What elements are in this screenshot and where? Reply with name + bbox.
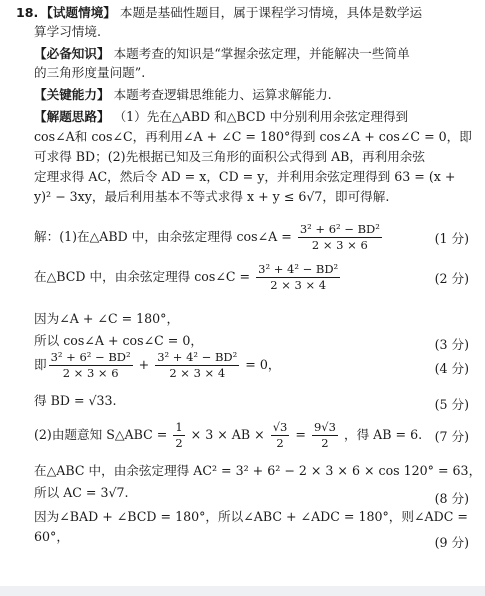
sol-11-score: (9 分) xyxy=(434,535,469,550)
sol-11-text: 60°， xyxy=(34,529,69,544)
idea-text-4: 定理求得 AC，然后令 AD = x，CD = y，并利用余弦定理得到 63 = (x + xyxy=(34,169,456,184)
situation-line-2 xyxy=(34,23,473,41)
sol-line-8 xyxy=(34,462,482,480)
idea-line-1 xyxy=(34,108,473,126)
situation-tag: 【试题情境】 xyxy=(40,5,116,20)
sol-5-den-2: 2 × 3 × 4 xyxy=(169,366,226,380)
sol-7-den-2: 2 xyxy=(276,436,284,450)
idea-line-4 xyxy=(34,168,473,186)
sol-5-score: (4 分) xyxy=(434,361,469,376)
idea-text-5: y)² − 3xy，最后利用基本不等式求得 x + y ≤ 6√7，即可得解. xyxy=(34,189,390,204)
sol-5-plus: + xyxy=(138,357,150,372)
situation-line-1 xyxy=(16,4,473,22)
idea-line-2 xyxy=(34,128,473,146)
sol-2-prefix: 在△BCD 中，由余弦定理得 cos∠C = xyxy=(34,269,251,284)
knowledge-line-2 xyxy=(34,64,473,82)
sol-8-text: 在△ABC 中，由余弦定理得 AC² = 3² + 6² − 2 × 3 × 6 × cos 120° = 63， xyxy=(34,463,482,478)
idea-line-3 xyxy=(34,148,473,166)
sol-5-suffix: = 0， xyxy=(245,357,281,372)
situation-text-1: 本题是基础性题目，属于课程学习情境，具体是数学运 xyxy=(119,5,423,20)
knowledge-text-1: 本题考查的知识是“掌握余弦定理，并能解决一些简单 xyxy=(113,46,410,61)
ability-text: 本题考查逻辑思维能力、运算求解能力. xyxy=(113,87,332,102)
sol-7-fraction-3 xyxy=(312,420,338,451)
bottom-toolbar-strip xyxy=(0,586,485,596)
ability-line xyxy=(34,86,473,104)
sol-line-7 xyxy=(34,418,473,452)
knowledge-tag: 【必备知识】 xyxy=(34,46,110,61)
sol-5-num-2: 3² + 4² − BD² xyxy=(157,350,238,364)
knowledge-text-2: 的三角形度量问题”. xyxy=(34,65,146,80)
sol-2-score: (2 分) xyxy=(434,271,469,286)
sol-line-10 xyxy=(34,508,473,526)
sol-line-2 xyxy=(34,260,473,294)
sol-2-den: 2 × 3 × 4 xyxy=(270,278,327,292)
ability-tag: 【关键能力】 xyxy=(34,87,110,102)
sol-5-den-1: 2 × 3 × 6 xyxy=(62,366,119,380)
idea-text-2: cos∠A和 cos∠C，再利用∠A + ∠C = 180°得到 cos∠A + cos∠C = 0，即 xyxy=(34,129,472,144)
sol-7-num-1: 1 xyxy=(175,420,183,434)
idea-tag: 【解题思路】 xyxy=(34,109,110,124)
sol-5-prefix: 即 xyxy=(34,357,47,372)
sol-line-9 xyxy=(34,484,473,502)
sol-9-text: 所以 AC = 3√7. xyxy=(34,485,129,500)
sol-line-1 xyxy=(34,220,473,254)
sol-line-3 xyxy=(34,310,473,328)
sol-6-text: 得 BD = √33. xyxy=(34,393,117,408)
sol-7-num-3: 9√3 xyxy=(313,420,336,434)
sol-4-text: 所以 cos∠A + cos∠C = 0， xyxy=(34,333,203,348)
sol-7-prefix: (2)由题意知 S△ABC = xyxy=(34,427,168,442)
idea-text-1: （1）先在△ABD 和△BCD 中分别利用余弦定理得到 xyxy=(113,109,409,124)
sol-line-5 xyxy=(34,348,473,382)
sol-7-mid: × 3 × AB × xyxy=(190,427,265,442)
sol-line-11 xyxy=(34,528,473,546)
sol-7-den-3: 2 xyxy=(321,436,329,450)
sol-1-score: (1 分) xyxy=(434,231,469,246)
sol-2-num: 3² + 4² − BD² xyxy=(258,262,339,276)
knowledge-line-1 xyxy=(34,45,473,63)
situation-text-2: 算学习情境. xyxy=(34,24,101,39)
sol-1-den: 2 × 3 × 6 xyxy=(311,238,368,252)
sol-7-fraction-2 xyxy=(271,420,290,451)
sol-7-suffix: ，得 AB = 6. xyxy=(343,427,423,442)
sol-line-6 xyxy=(34,392,473,410)
sol-1-fraction xyxy=(298,222,382,253)
sol-5-fraction-1 xyxy=(49,350,133,381)
question-number: 18. xyxy=(16,5,39,20)
sol-7-eq: = xyxy=(295,427,306,442)
sol-1-prefix: 解：(1)在△ABD 中，由余弦定理得 cos∠A = xyxy=(34,229,292,244)
sol-6-score: (5 分) xyxy=(434,397,469,412)
sol-1-num: 3² + 6² − BD² xyxy=(299,222,380,236)
sol-3-text: 因为∠A + ∠C = 180°， xyxy=(34,311,180,326)
sol-7-den-1: 2 xyxy=(175,436,183,450)
sol-4-score: (3 分) xyxy=(434,337,469,352)
idea-line-5 xyxy=(34,188,473,206)
sol-7-fraction-1 xyxy=(173,420,184,451)
sol-10-text: 因为∠BAD + ∠BCD = 180°，所以∠ABC + ∠ADC = 180°，则∠ADC = xyxy=(34,509,468,524)
sol-7-num-2: √3 xyxy=(272,420,288,434)
idea-text-3: 可求得 BD；(2)先根据已知及三角形的面积公式得到 AB，再利用余弦 xyxy=(34,149,425,164)
sol-9-score: (8 分) xyxy=(434,491,469,506)
sol-2-fraction xyxy=(256,262,340,293)
sol-7-score: (7 分) xyxy=(434,429,469,444)
sol-5-fraction-2 xyxy=(155,350,239,381)
sol-5-num-1: 3² + 6² − BD² xyxy=(50,350,131,364)
